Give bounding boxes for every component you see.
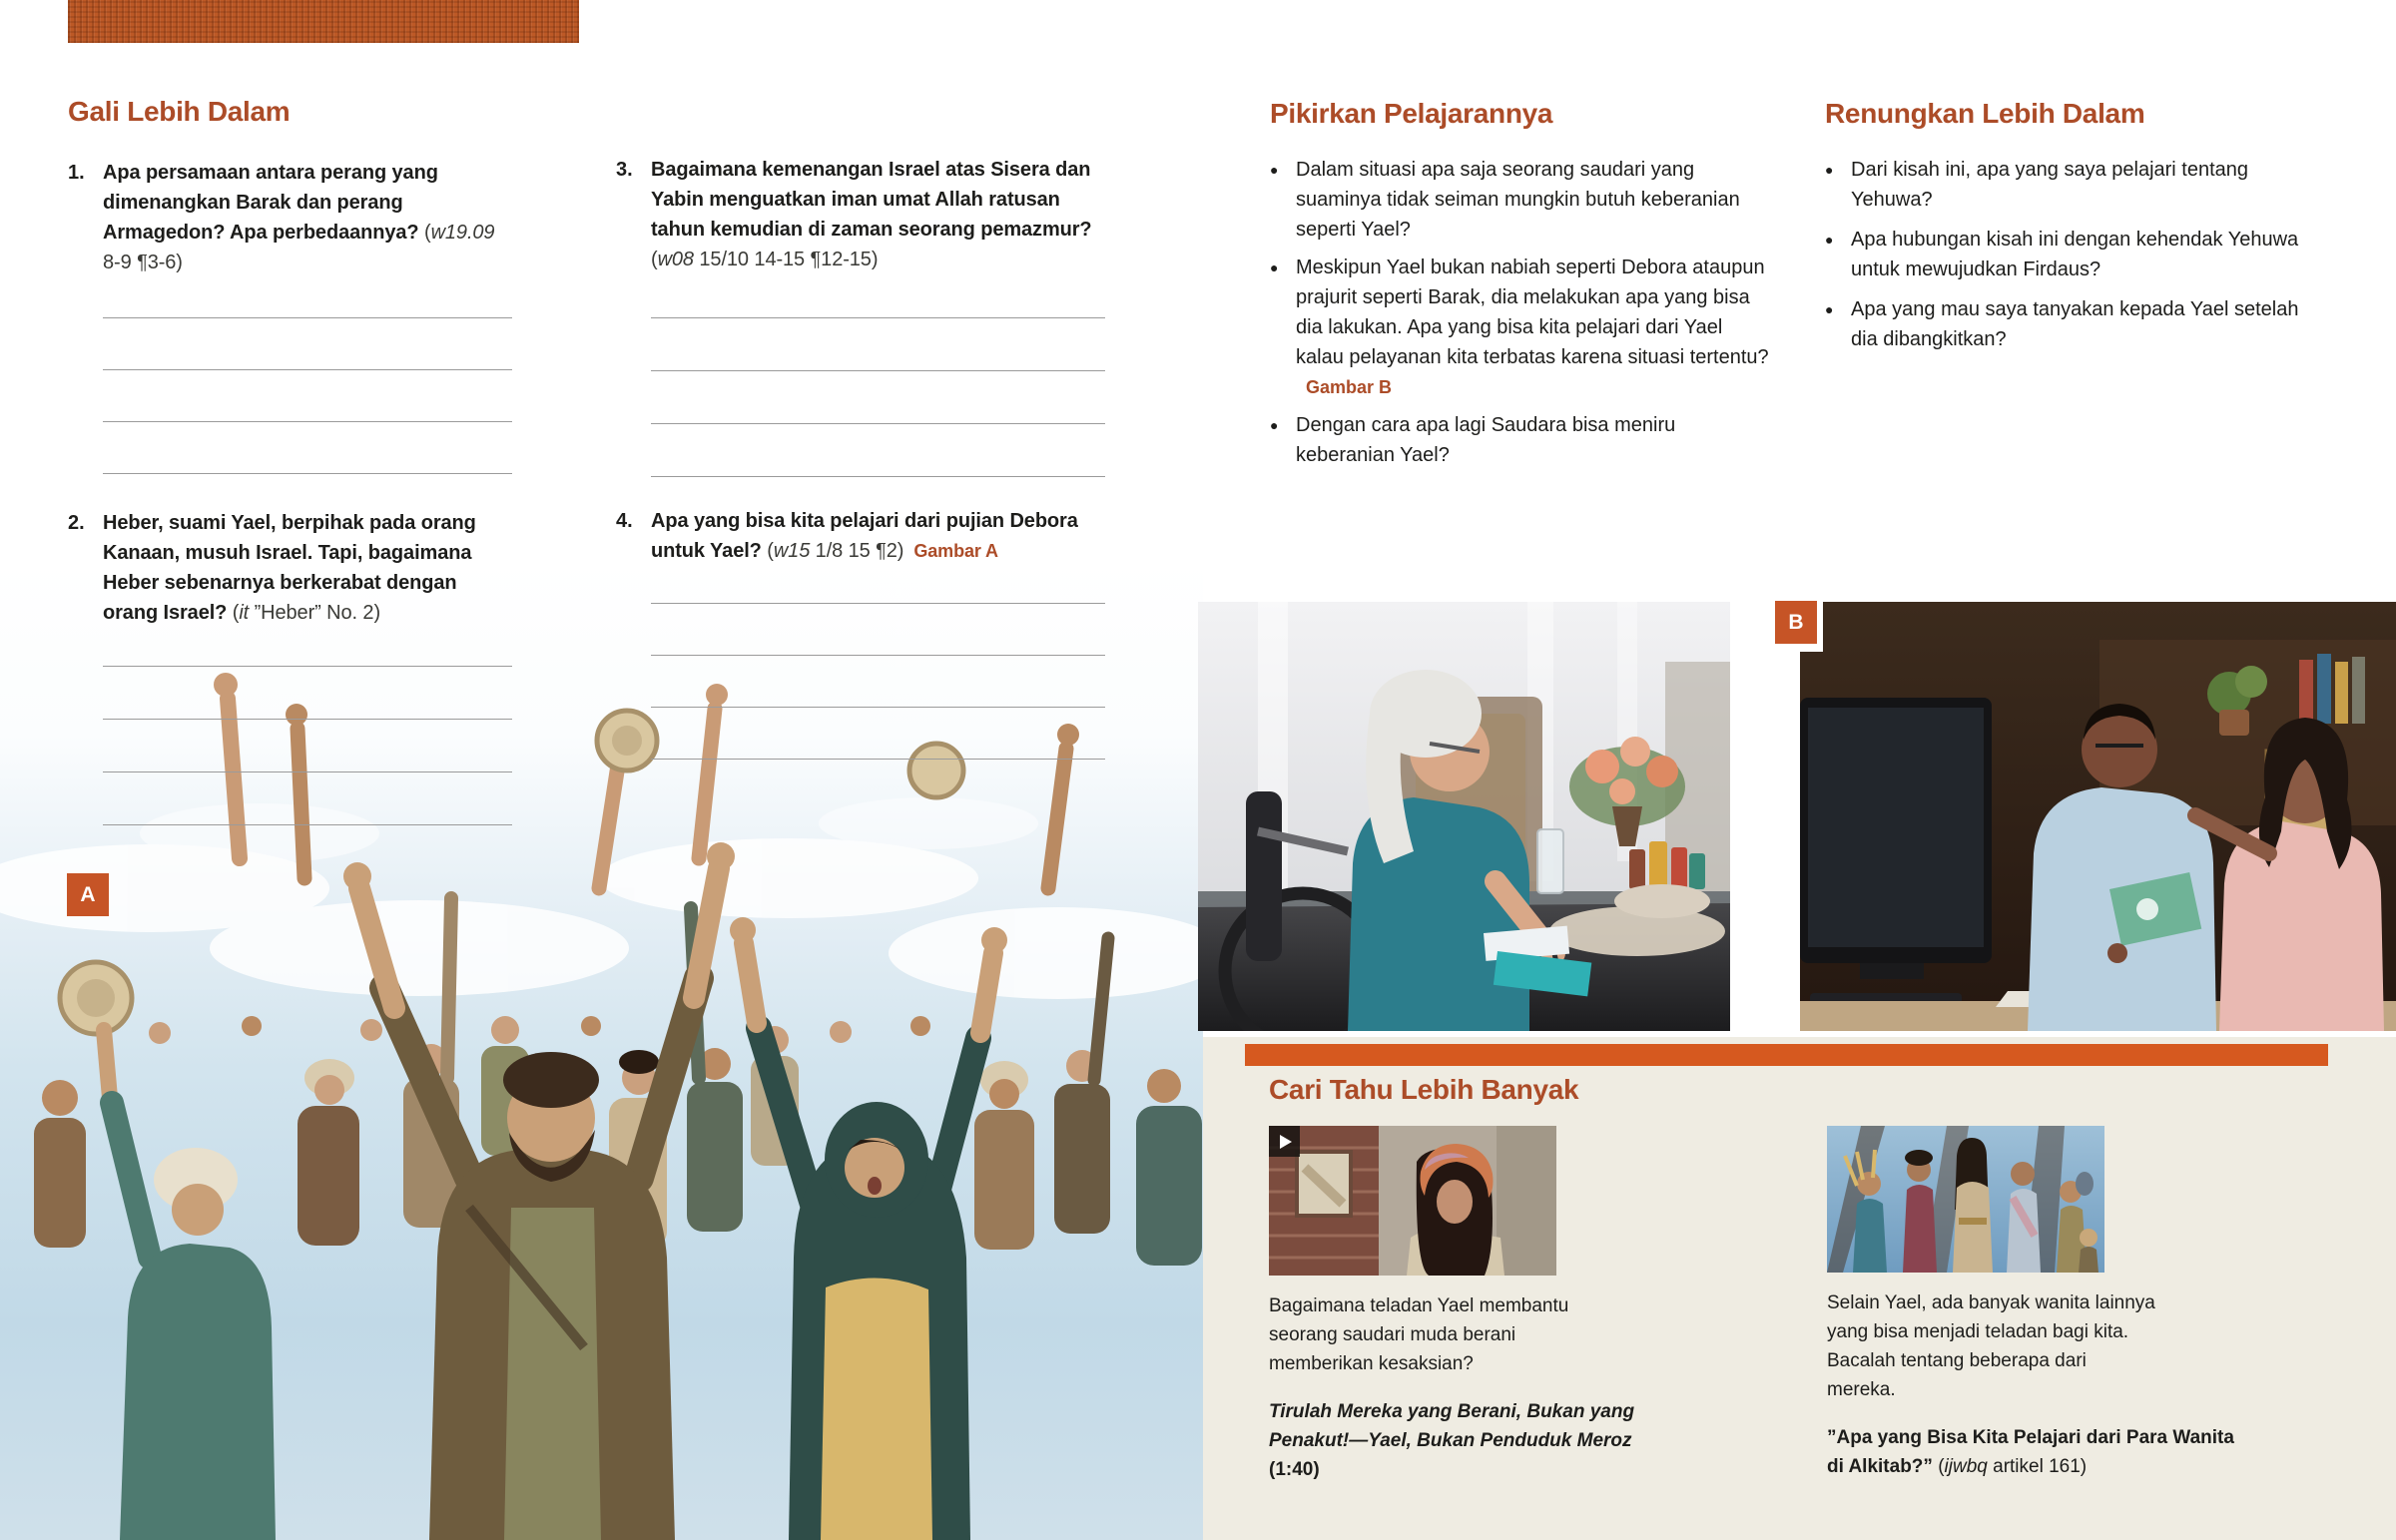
figure-badge-b: B <box>1775 601 1817 644</box>
bullet-text: Apa hubungan kisah ini dengan kehendak Yehuwa untuk mewujudkan Firdaus? <box>1851 229 2299 280</box>
answer-line[interactable] <box>103 667 512 720</box>
video-still <box>1269 1126 1556 1276</box>
play-button[interactable] <box>1269 1126 1300 1157</box>
answer-line[interactable] <box>651 656 1105 708</box>
learn-more-video-item[interactable] <box>1269 1126 1698 1503</box>
bullet-text: Dengan cara apa lagi Saudara bisa meniru keberanian Yael? <box>1296 414 1676 466</box>
bullet-item <box>1825 294 2304 354</box>
question-text <box>103 508 512 628</box>
video-duration: (1:40) <box>1269 1459 1320 1480</box>
answer-line[interactable] <box>651 274 1105 318</box>
bullet-item <box>1825 225 2304 284</box>
answer-line[interactable] <box>103 318 512 370</box>
question-text <box>651 506 1105 566</box>
play-icon <box>1280 1135 1292 1149</box>
question-number: 2. <box>68 512 85 534</box>
bullet-icon: ● <box>1270 162 1279 178</box>
video-title[interactable]: Tirulah Mereka yang Berani, Bukan yang Penakut!—Yael, Bukan Penduduk Meroz (1:40) <box>1269 1401 1635 1480</box>
scripture-ref[interactable]: (w19.09 8-9 ¶3-6) <box>103 222 495 273</box>
article-title[interactable]: ”Apa yang Bisa Kita Pelajari dari Para Wanita di Alkitab?” (ijwbq artikel 161) <box>1827 1427 2234 1477</box>
figure-link-b[interactable]: Gambar B <box>1306 377 1393 397</box>
question-item <box>616 506 1105 566</box>
question-text <box>651 155 1105 274</box>
question-item <box>68 508 512 628</box>
question-number: 4. <box>616 510 633 532</box>
question-item <box>68 144 512 277</box>
bullet-icon: ● <box>1270 259 1279 275</box>
answer-line[interactable] <box>103 772 512 825</box>
bullet-text: Meskipun Yael bukan nabiah seperti Debora ataupun prajurit seperti Barak, dia melakukan apa yang bisa dia lakukan. Apa yang bisa kita pelajari dari Yael kalau pelayanan kita terbatas karena situasi tertentu?Gambar B <box>1296 257 1769 397</box>
reflect-section <box>1825 98 2304 364</box>
learn-more-article-item[interactable] <box>1827 1126 2246 1500</box>
article-thumbnail[interactable] <box>1827 1126 2104 1273</box>
figure-badge-b-frame <box>1769 594 1823 652</box>
bullet-item <box>1270 253 1769 402</box>
bullet-icon: ● <box>1825 162 1834 178</box>
answer-line[interactable] <box>651 708 1105 760</box>
section-title-reflect: Renungkan Lebih Dalam <box>1825 98 2145 129</box>
scripture-ref[interactable]: (it ”Heber” No. 2) <box>227 602 381 624</box>
answer-line[interactable] <box>651 566 1105 604</box>
article-ref: (ijwbq artikel 161) <box>1932 1456 2088 1477</box>
answer-line[interactable] <box>651 604 1105 656</box>
question-item <box>616 144 1105 274</box>
video-thumbnail[interactable] <box>1269 1126 1556 1276</box>
answer-line[interactable] <box>651 371 1105 424</box>
bullet-item <box>1270 155 1769 245</box>
bullet-text: Dalam situasi apa saja seorang saudari yang suaminya tidak seiman mungkin butuh keberanian seperti Yael? <box>1296 159 1740 241</box>
bullet-item <box>1270 410 1769 470</box>
section-title-think: Pikirkan Pelajarannya <box>1270 98 1553 129</box>
question-wording: Apa yang bisa kita pelajari dari pujian Debora untuk Yael? <box>651 510 1078 562</box>
article-caption: Selain Yael, ada banyak wanita lainnya yang bisa menjadi teladan bagi kita. Bacalah tentang beberapa dari mereka. <box>1827 1292 2155 1400</box>
question-number: 1. <box>68 162 85 184</box>
figure-link-a[interactable]: Gambar A <box>913 541 998 561</box>
answer-line[interactable] <box>103 720 512 772</box>
question-number: 3. <box>616 159 633 181</box>
figure-badge-a: A <box>67 873 109 916</box>
bullet-icon: ● <box>1825 301 1834 317</box>
learn-more-accent-bar <box>1245 1044 2328 1066</box>
bullet-text: Dari kisah ini, apa yang saya pelajari tentang Yehuwa? <box>1851 159 2249 211</box>
answer-line[interactable] <box>103 370 512 422</box>
photo-elderly-sister-writing-card <box>1198 602 1730 1031</box>
answer-line[interactable] <box>103 628 512 667</box>
scripture-ref[interactable]: (w08 15/10 14-15 ¶12-15) <box>651 249 879 270</box>
bullet-icon: ● <box>1825 232 1834 248</box>
answer-line[interactable] <box>103 277 512 318</box>
question-wording: Heber, suami Yael, berpihak pada orang Kanaan, musuh Israel. Tapi, bagaimana Heber sebenarnya berkerabat dengan orang Israel? <box>103 512 476 624</box>
header-texture-bar <box>68 0 579 43</box>
photo-couple-reading-brochure <box>1800 602 2396 1031</box>
video-caption: Bagaimana teladan Yael membantu seorang saudari muda berani memberikan kesaksian? <box>1269 1295 1569 1374</box>
question-text <box>103 158 512 277</box>
bible-women-collage <box>1827 1126 2104 1273</box>
bullet-item <box>1825 155 2304 215</box>
answer-line[interactable] <box>103 422 512 474</box>
section-title-learn-more: Cari Tahu Lebih Banyak <box>1269 1074 1579 1105</box>
bullet-icon: ● <box>1270 417 1279 433</box>
think-about-section <box>1270 98 1769 478</box>
question-wording: Apa persamaan antara perang yang dimenangkan Barak dan perang Armagedon? Apa perbedaannya? <box>103 162 438 244</box>
question-wording: Bagaimana kemenangan Israel atas Sisera dan Yabin menguatkan iman umat Allah ratusan tahun kemudian di zaman seorang pemazmur? <box>651 159 1092 241</box>
bullet-text: Apa yang mau saya tanyakan kepada Yael setelah dia dibangkitkan? <box>1851 298 2299 350</box>
question-column-1 <box>68 144 512 825</box>
question-column-2 <box>616 144 1105 760</box>
answer-line[interactable] <box>651 318 1105 371</box>
scripture-ref[interactable]: (w15 1/8 15 ¶2) <box>761 540 904 562</box>
section-title-dig-deeper: Gali Lebih Dalam <box>68 96 291 127</box>
answer-line[interactable] <box>651 424 1105 477</box>
